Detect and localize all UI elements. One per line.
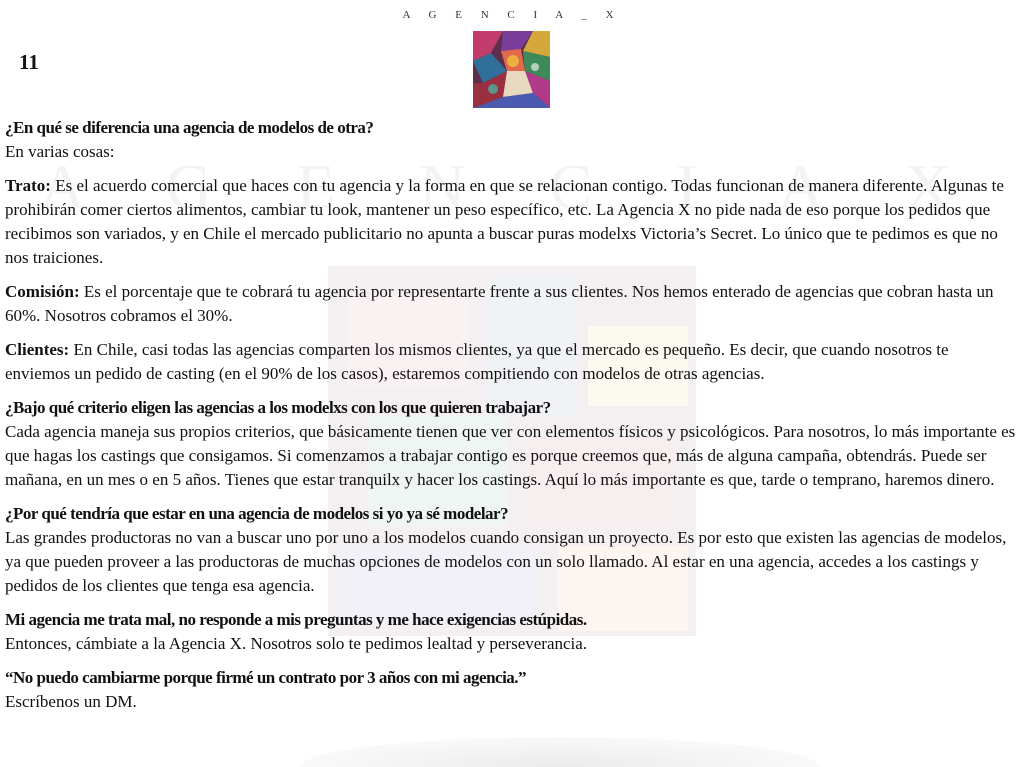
faq-answer: Escríbenos un DM. (5, 692, 137, 711)
faq-answer: En varias cosas: (5, 142, 115, 161)
faq-question: Mi agencia me trata mal, no responde a mis preguntas y me hace exigencias estúpidas. (5, 610, 587, 629)
faq-answer: Cada agencia maneja sus propios criterios, que básicamente tienen que ver con elementos físicos y psicológicos. Para nosotros, lo más importante es que hagas los castings que consigamos. Si comenzamos a trabajar contigo es porque creemos que, más de alguna campaña, obtendrás. Puede ser mañana, en un mes o en 5 años. Tienes que estar tranquilx y hacer los castings. Aquí lo más importante es que, tarde o temprano, haremos dinero. (5, 422, 1016, 489)
term-description: Es el porcentaje que te cobrará tu agencia por representarte frente a sus clientes. Nos hemos enterado de agencias que cobran hasta un 60%. Nosotros cobramos el 30%. (5, 282, 994, 325)
faq-item-contract (5, 666, 1017, 714)
term-label: Clientes: (5, 340, 70, 359)
faq-question: ¿En qué se diferencia una agencia de modelos de otra? (5, 118, 374, 137)
term-comision (5, 280, 1017, 328)
term-description: Es el acuerdo comercial que haces con tu agencia y la forma en que se relacionan contigo. Todas funcionan de manera diferente. Algunas te prohibirán comer ciertos alimentos, cambiar tu look, mantener un peso específico, etc. La Agencia X no pide nada de eso porque los pedidos que recibimos son variados, y en Chile el mercado publicitario no apunta a buscar puras modelxs Victoria’s Secret. Lo único que te pedimos es que no nos traiciones. (5, 176, 1004, 267)
page-number: 11 (19, 50, 39, 74)
faq-question: ¿Por qué tendría que estar en una agencia de modelos si yo ya sé modelar? (5, 504, 509, 523)
term-description: En Chile, casi todas las agencias comparten los mismos clientes, ya que el mercado es pequeño. Es decir, que cuando nosotros te enviemos un pedido de casting (en el 90% de los casos), estaremos compitiendo con modelos de otras agencias. (5, 340, 949, 383)
faq-item-criteria (5, 396, 1017, 492)
faq-question: ¿Bajo qué criterio eligen las agencias a los modelxs con los que quieren trabajar? (5, 398, 551, 417)
term-label: Trato: (5, 176, 51, 195)
term-clientes (5, 338, 1017, 386)
faq-question: “No puedo cambiarme porque firmé un contrato por 3 años con mi agencia.” (5, 668, 527, 687)
faq-answer: Las grandes productoras no van a buscar uno por uno a los modelos cuando consigan un proyecto. Es por esto que existen las agencias de modelos, ya que pueden proveer a las productoras de muchas opciones de modelos con un solo llamado. Al estar en una agencia, accedes a los castings y pedidos de los clientes que tenga esa agencia. (5, 528, 1007, 595)
term-trato (5, 174, 1017, 270)
faq-item-bad-agency (5, 608, 1017, 656)
header-artwork-thumbnail (473, 31, 550, 108)
faq-item-differences (5, 116, 1017, 164)
faq-answer: Entonces, cámbiate a la Agencia X. Nosotros solo te pedimos lealtad y perseverancia. (5, 634, 588, 653)
faq-content (5, 116, 1017, 724)
term-label: Comisión: (5, 282, 80, 301)
faq-item-why-agency (5, 502, 1017, 598)
brand-header: A G E N C I A _ X (402, 9, 622, 21)
bottom-shadow (300, 737, 820, 767)
